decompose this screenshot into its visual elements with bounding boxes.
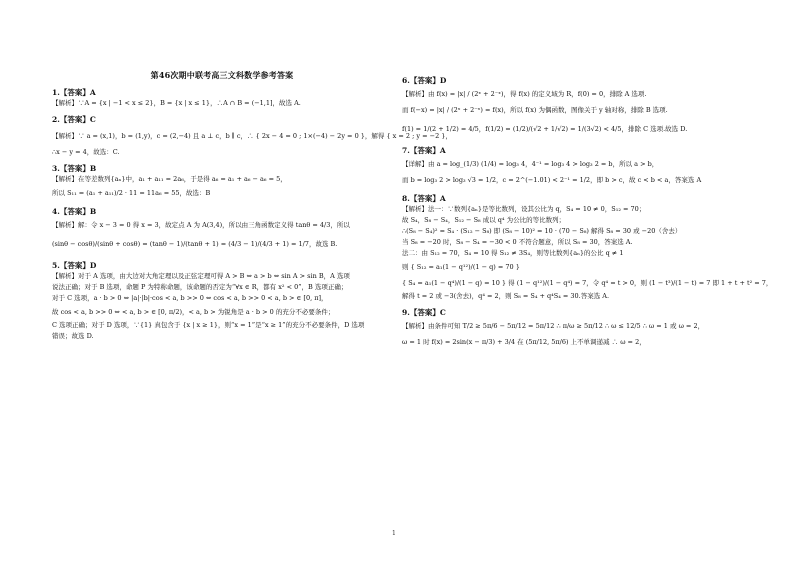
explanation-line: { S₄ = a₁(1 − q⁴)/(1 − q) = 10 } 得 (1 − q¹²)/(1 − q⁴) = 7，令 q⁴ = t > 0，则 (1 − t³)/(1 − t) = 7 即 1 + t + t² = 7， — [402, 279, 773, 287]
explanation-line: ∴(S₈ − S₄)² = S₄ · (S₁₂ − S₈) 即 (S₈ − 10)² = 10 · (70 − S₈) 解得 S₈ = 30 或 −20（舍去） — [402, 227, 682, 235]
explanation-line: 【解析】解：令 x − 3 = 0 得 x = 3，故定点 A 为 A(3,4)，所以由三角函数定义得 tanθ = 4/3，所以 — [52, 221, 350, 229]
explanation-line: (sinθ − cosθ)/(sinθ + cosθ) = (tanθ − 1)/(tanθ + 1) = (4/3 − 1)/(4/3 + 1) = 1/7，故选 B. — [52, 240, 338, 248]
question-answer-header: 9.【答案】C — [402, 308, 446, 317]
question-answer-header: 3.【答案】B — [52, 164, 97, 173]
question-answer-header: 7.【答案】A — [402, 146, 446, 155]
explanation-line: ω = 1 时 f(x) = 2sin(x − π/3) + 3/4 在 (5π/12, 5π/6) 上不单调递减 ∴ ω = 2， — [402, 338, 646, 346]
explanation-line: 所以 S₁₁ = (a₁ + a₁₁)/2 · 11 = 11a₆ = 55，故选：B — [52, 189, 211, 197]
explanation-line: 说法正确；对于 B 选项，命题 P 为特称命题，该命题的否定为“∀x ∈ R，都有 x² < 0”，B 选项正确； — [52, 283, 348, 291]
question-answer-header: 8.【答案】A — [402, 194, 446, 203]
question-answer-header: 6.【答案】D — [402, 76, 447, 85]
explanation-line: 【解析】法一：∵数列{aₙ}是等比数列，设其公比为 q，S₄ = 10 ≠ 0，S₁₂ = 70； — [402, 205, 646, 213]
explanation-line: 法二：由 S₁₂ = 70，S₄ = 10 得 S₁₂ ≠ 3S₄，则等比数列{aₙ}的公比 q ≠ 1 — [402, 249, 624, 257]
question-answer-header: 5.【答案】D — [52, 261, 97, 270]
explanation-line: 【解析】在等差数列{aₙ}中，a₁ + a₁₁ = 2a₆，于是得 a₆ = a₁ + a₆ − a₆ = 5， — [52, 175, 287, 183]
page-number: 1 — [392, 530, 396, 537]
right-column — [402, 70, 773, 350]
explanation-line: 【解析】由条件可知 T/2 ≥ 5π/6 − 5π/12 = 5π/12 ∴ π/ω ≥ 5π/12 ∴ ω ≤ 12/5 ∴ ω = 1 或 ω = 2， — [402, 322, 705, 330]
explanation-line: C 选项正确；对于 D 选项，∵{1} 真包含于 {x | x ≥ 1}，则“x = 1”是“x ≥ 1”的充分不必要条件，D 选项 — [52, 321, 365, 329]
explanation-line: ∴x − y = 4，故选：C. — [52, 148, 120, 156]
explanation-line: f(1) = 1/(2 + 1/2) = 4/5，f(1/2) = (1/2)/(√2 + 1/√2) = 1/(3√2) < 4/5，排除 C 选项.故选 D. — [402, 125, 688, 133]
explanation-line: 错误；故选 D. — [52, 332, 94, 340]
question-answer-header: 4.【答案】B — [52, 207, 97, 216]
explanation-line: 【解析】∵A = {x | −1 < x ≤ 2}，B = {x | x ≤ 1}，∴A ∩ B = (−1,1]，故选 A. — [52, 99, 301, 107]
explanation-line: 而 f(−x) = |x| / (2ˣ + 2⁻ˣ) = f(x)，所以 f(x) 为偶函数，图像关于 y 轴对称，排除 B 选项. — [402, 106, 668, 114]
question-answer-header: 2.【答案】C — [52, 115, 96, 124]
right-column-content — [402, 75, 773, 350]
explanation-line: 故 cos < a, b >> 0 ⇔ < a, b > ∈ [0, π/2)，< a, b > 为锐角是 a · b > 0 的充分不必要条件； — [52, 308, 335, 316]
explanation-line: 【解析】由 f(x) = |x| / (2ˣ + 2⁻ˣ)，得 f(x) 的定义域为 R，f(0) = 0，排除 A 选项. — [402, 90, 647, 98]
explanation-line: 【解析】∵ a = (x,1)，b = (1,y)，c = (2,−4) 且 a ⊥ c，b ∥ c，∴ { 2x − 4 = 0 ; 1×(−4) − 2y = 0 }，解得 { x = 2 ; y = −2 }， — [52, 132, 452, 140]
explanation-line: 当 S₈ = −20 时，S₈ − S₄ = −30 < 0 不符合题意，所以 S₈ = 30，答案选 A. — [402, 238, 633, 246]
explanation-line: 故 S₄，S₈ − S₄，S₁₂ − S₈ 成以 q⁴ 为公比的等比数列； — [402, 216, 566, 224]
explanation-line: 解得 t = 2 或 −3(舍去)，q⁴ = 2，则 S₈ = S₄ + q⁴S₄ = 30.答案选 A. — [402, 292, 610, 300]
explanation-line: 而 b = log₃ 2 > log₃ √3 = 1/2，c = 2^(−1.01) < 2⁻¹ = 1/2，即 b > c，故 c < b < a，答案选 A — [402, 176, 702, 184]
explanation-line: 则 { S₁₂ = a₁(1 − q¹²)/(1 − q) = 70 } — [402, 263, 520, 271]
question-answer-header: 1.【答案】A — [52, 88, 96, 97]
document-title: 第46次期中联考高三文科数学参考答案 — [150, 70, 294, 80]
explanation-line: 对于 C 选项，a · b > 0 ⇔ |a|·|b|·cos < a, b >> 0 ⇔ cos < a, b >> 0 < a, b > ∈ [0, π]， — [52, 294, 328, 302]
explanation-line: 【详解】由 a = log_(1/3) (1/4) = log₃ 4，4⁻¹ = log₃ 4 > log₃ 2 = b，所以 a > b， — [402, 160, 659, 168]
explanation-line: 【解析】对于 A 选项，由大边对大角定理以及正弦定理可得 A > B ⇔ a > b ⇔ sin A > sin B，A 选项 — [52, 272, 350, 280]
